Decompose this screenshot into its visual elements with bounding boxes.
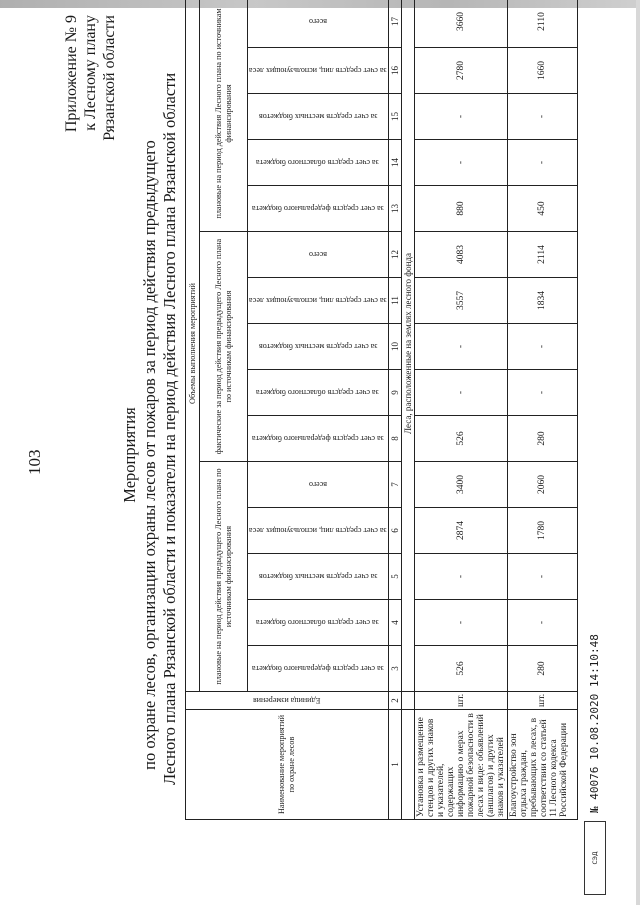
sub-users: за счет средств лиц, использующих леса <box>248 48 389 94</box>
sub-local: за счет средств местных бюджетов <box>248 554 389 600</box>
sub-total: всего <box>248 462 389 508</box>
sub-users: за счет средств лиц, использующих леса <box>248 278 389 324</box>
sub-total: всего <box>248 0 389 48</box>
col-num: 5 <box>388 554 401 600</box>
cell: - <box>507 140 577 186</box>
cell: 2114 <box>507 232 577 278</box>
cell: 280 <box>507 646 577 692</box>
cell: 2110 <box>507 0 577 48</box>
cell: 3660 <box>414 0 507 48</box>
appendix-line-3: Рязанской области <box>101 15 118 141</box>
table-row <box>507 0 577 820</box>
col-num: 2 <box>388 692 401 710</box>
col-num: 8 <box>388 416 401 462</box>
cell: - <box>507 600 577 646</box>
cell: 4083 <box>414 232 507 278</box>
cell: 526 <box>414 416 507 462</box>
col-num: 16 <box>388 48 401 94</box>
header-planned-new: плановые на период действия Лесного плана по источникам финансирования <box>200 0 248 232</box>
sub-regional: за счет средств областного бюджета <box>248 140 389 186</box>
section-row <box>401 0 414 820</box>
cell: 450 <box>507 186 577 232</box>
cell: - <box>414 94 507 140</box>
col-num: 11 <box>388 278 401 324</box>
cell: 2060 <box>507 462 577 508</box>
sub-total: всего <box>248 232 389 278</box>
cell: - <box>414 324 507 370</box>
col-num: 10 <box>388 324 401 370</box>
header-planned-prev: плановые на период действия предыдущего Лесного плана по источникам финансирования <box>200 462 248 692</box>
cell: 526 <box>414 646 507 692</box>
row-name: Установка и размещение стендов и других знаков и указателей, содержащих информацию о мерах пожарной безопасности в лесах и виде: обьявлений (аншлагов) и других знаков и указателей <box>414 710 507 820</box>
row-unit: шт. <box>507 692 577 710</box>
header-unit: Единица измерения <box>186 692 389 710</box>
col-num: 9 <box>388 370 401 416</box>
row-name: Благоустройство зон отдыха граждан, пребывающих в лесах, в соответствии со статьей 11 Лесного кодекса Российской Федерации <box>507 710 577 820</box>
col-num: 1 <box>388 710 401 820</box>
appendix-line-1: Приложение № 9 <box>63 15 80 133</box>
sub-regional: за счет средств областного бюджета <box>248 600 389 646</box>
measures-table <box>185 0 578 820</box>
page-number: 103 <box>25 449 44 475</box>
col-num: 6 <box>388 508 401 554</box>
sub-local: за счет средств местных бюджетов <box>248 324 389 370</box>
doc-datetime: 10.08.2020 14:10:48 <box>588 634 601 761</box>
cell: - <box>414 370 507 416</box>
column-numbers-row <box>388 0 401 820</box>
cell: - <box>414 140 507 186</box>
document-title <box>120 72 180 785</box>
cell: - <box>507 94 577 140</box>
sub-regional: за счет средств областного бюджета <box>248 370 389 416</box>
header-volumes: Объемы выполнения мероприятий <box>186 0 200 692</box>
cell: 3557 <box>414 278 507 324</box>
title-line-2: по охране лесов, организации охраны лесов от пожаров за период действия предыдущего <box>140 140 159 770</box>
col-num: 7 <box>388 462 401 508</box>
cell: 1660 <box>507 48 577 94</box>
col-num: 17 <box>388 0 401 48</box>
col-num: 4 <box>388 600 401 646</box>
cell: 1834 <box>507 278 577 324</box>
cell: 2780 <box>414 48 507 94</box>
cell: 1780 <box>507 508 577 554</box>
table-row <box>414 0 507 820</box>
sub-federal: за счет средств федерального бюджета <box>248 186 389 232</box>
appendix-label <box>62 15 119 175</box>
cell: - <box>507 324 577 370</box>
cell: - <box>414 554 507 600</box>
sub-federal: за счет средств федерального бюджета <box>248 646 389 692</box>
col-num: 12 <box>388 232 401 278</box>
cell: 280 <box>507 416 577 462</box>
col-num: 13 <box>388 186 401 232</box>
cell: 3400 <box>414 462 507 508</box>
header-actual-prev: фактические за период действия предыдущего Лесного плана по источникам финансирования <box>200 232 248 462</box>
doc-number: № 40076 <box>588 766 601 813</box>
row-unit: шт. <box>414 692 507 710</box>
cell: 2874 <box>414 508 507 554</box>
title-line-3: Лесного плана Рязанской области и показатели на период действия Лесного плана Рязанской области <box>160 72 179 785</box>
sub-federal: за счет средств федерального бюджета <box>248 416 389 462</box>
cell: - <box>414 600 507 646</box>
registration-stamp: СЭД <box>584 821 606 895</box>
appendix-line-2: к Лесному плану <box>82 15 99 131</box>
cell: - <box>507 370 577 416</box>
document-footer <box>588 634 601 813</box>
col-num: 3 <box>388 646 401 692</box>
sub-local: за счет средств местных бюджетов <box>248 94 389 140</box>
cell: 880 <box>414 186 507 232</box>
col-num: 15 <box>388 94 401 140</box>
section-title: Леса, расположенные на землях лесного фонда <box>401 0 414 692</box>
col-num: 14 <box>388 140 401 186</box>
sub-users: за счет средств лиц, использующих леса <box>248 508 389 554</box>
header-name: Наименование мероприятий по охране лесов <box>186 710 389 820</box>
cell: - <box>507 554 577 600</box>
title-line-1: Мероприятия <box>120 407 139 503</box>
